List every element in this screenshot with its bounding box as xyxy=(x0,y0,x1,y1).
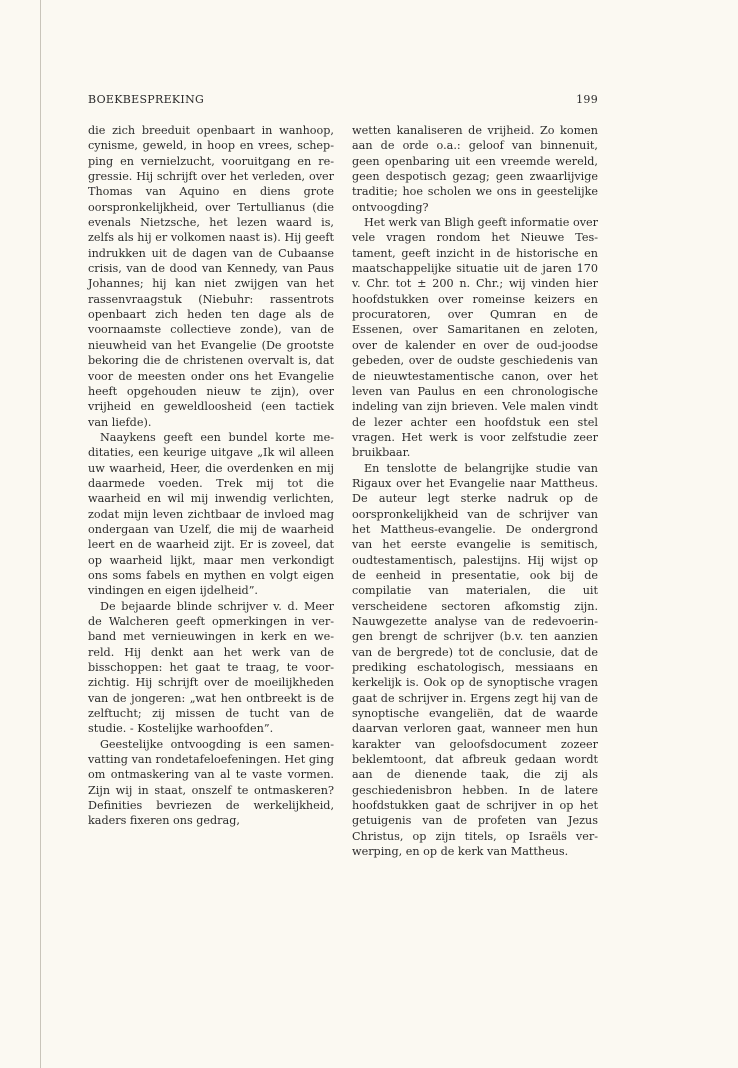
section-title: BOEKBESPREKING xyxy=(88,93,205,106)
page-number: 199 xyxy=(576,93,598,106)
page-edge-line xyxy=(40,0,41,1068)
left-paragraph-2: Naaykens geeft een bundel korte meditaties, een keurige uitgave „Ik wil alleen uw waarheid, Heer, die overdenken en mij daarmede voeden. Trek mij tot die waarheid en wil mij inwendig verlichten, zodat mijn leven zichtbaar de invloed mag ondergaan van Uzelf, die mij de waarheid leert en de waarheid zijt. Er is zoveel, dat op waarheid lijkt, maar men verkondigt ons soms fabels en mythen en volgt eigen vindingen en eigen ijdelheid”. xyxy=(88,430,334,598)
right-paragraph-1: wetten kanaliseren de vrijheid. Zo komen aan de orde o.a.: geloof van binnenuit, geen openbaring uit een vreemde wereld, geen despotisch gezag; geen zwaarlijvige traditie; hoe scholen we ons in geestelijke ontvoogding? xyxy=(352,124,598,214)
right-column xyxy=(352,123,598,860)
left-paragraph-3: De bejaarde blinde schrijver v. d. Meer de Walcheren geeft opmerkingen in verband met vernieuwingen in kerk en wereld. Hij denkt aan het werk van de bisschoppen: het gaat te traag, te voorzichtig. Hij schrijft over de moeilijkheden van de jongeren: „wat hen ontbreekt is de zelftucht; zij missen de tucht van de studie. - Kostelijke warhoofden”. xyxy=(88,599,334,736)
left-paragraph-1: die zich breeduit openbaart in wanhoop, cynisme, geweld, in hoop en vrees, schepping en vernielzucht, vooruitgang en regressie. Hij schrijft over het verleden, over Thomas van Aquino en diens grote oorspronkelijkheid, over Tertullianus (die evenals Nietzsche, het lezen waard is, zelfs als hij er volkomen naast is). Hij geeft indrukken uit de dagen van de Cubaanse crisis, van de dood van Kennedy, van Paus Johannes; hij kan niet zwijgen van het rassenvraagstuk (Niebuhr: rassentrots openbaart zich heden ten dage als de voornaamste collectieve zonde), van de nieuwheid van het Evangelie (De grootste bekoring die de christenen overvalt is, dat voor de meesten onder ons het Evangelie heeft opgehouden nieuw te zijn), over vrijheid en geweldloosheid (een tactiek van liefde). xyxy=(88,124,334,429)
right-paragraph-3: En tenslotte de belangrijke studie van Rigaux over het Evangelie naar Mattheus. De auteur legt sterke nadruk op de oorspronkelijkheid van de schrijver van het Mattheus-evangelie. De ondergrond van het eerste evangelie is semitisch, oudtestamentisch, palestijns. Hij wijst op de eenheid in presentatie, ook bij de compilatie van materialen, die uit verscheidene sectoren afkomstig zijn. Nauwgezette analyse van de redevoeringen brengt de schrijver (b.v. ten aanzien van de bergrede) tot de conclusie, dat de prediking eschatologisch, messiaans en kerkelijk is. Ook op de synoptische vragen gaat de schrijver in. Ergens zegt hij van de synoptische evangeliën, dat de waarde daarvan verloren gaat, wanneer men hun karakter van geloofsdocument zozeer beklemtoont, dat afbreuk gedaan wordt aan de dienende taak, die zij als geschiedenisbron hebben. In de latere hoofdstukken gaat de schrijver in op het getuigenis van de profeten van Jezus Christus, op zijn titels, op Israëls verwerping, en op de kerk van Mattheus. xyxy=(352,461,598,859)
right-paragraph-2: Het werk van Bligh geeft informatie over vele vragen rondom het Nieuwe Testament, geeft inzicht in de historische en maatschappelijke situatie uit de jaren 170 v. Chr. tot ± 200 n. Chr.; wij vinden hier hoofdstukken over romeinse keizers en procuratoren, over Qumran en de Essenen, over Samaritanen en zeloten, over de kalender en over de oud-joodse gebeden, over de oudste geschiedenis van de nieuwtestamentische canon, over het leven van Paulus en een chronologische indeling van zijn brieven. Vele malen vindt de lezer achter een hoofdstuk een stel vragen. Het werk is voor zelfstudie zeer bruikbaar. xyxy=(352,216,598,460)
left-paragraph-4: Geestelijke ontvoogding is een samenvatting van rondetafeloefeningen. Het ging om ontmaskering van al te vaste vormen. Zijn wij in staat, onszelf te ontmaskeren? Definities bevriezen de werkelijkheid, kaders fixeren ons gedrag, xyxy=(88,737,334,828)
left-column xyxy=(88,123,334,829)
